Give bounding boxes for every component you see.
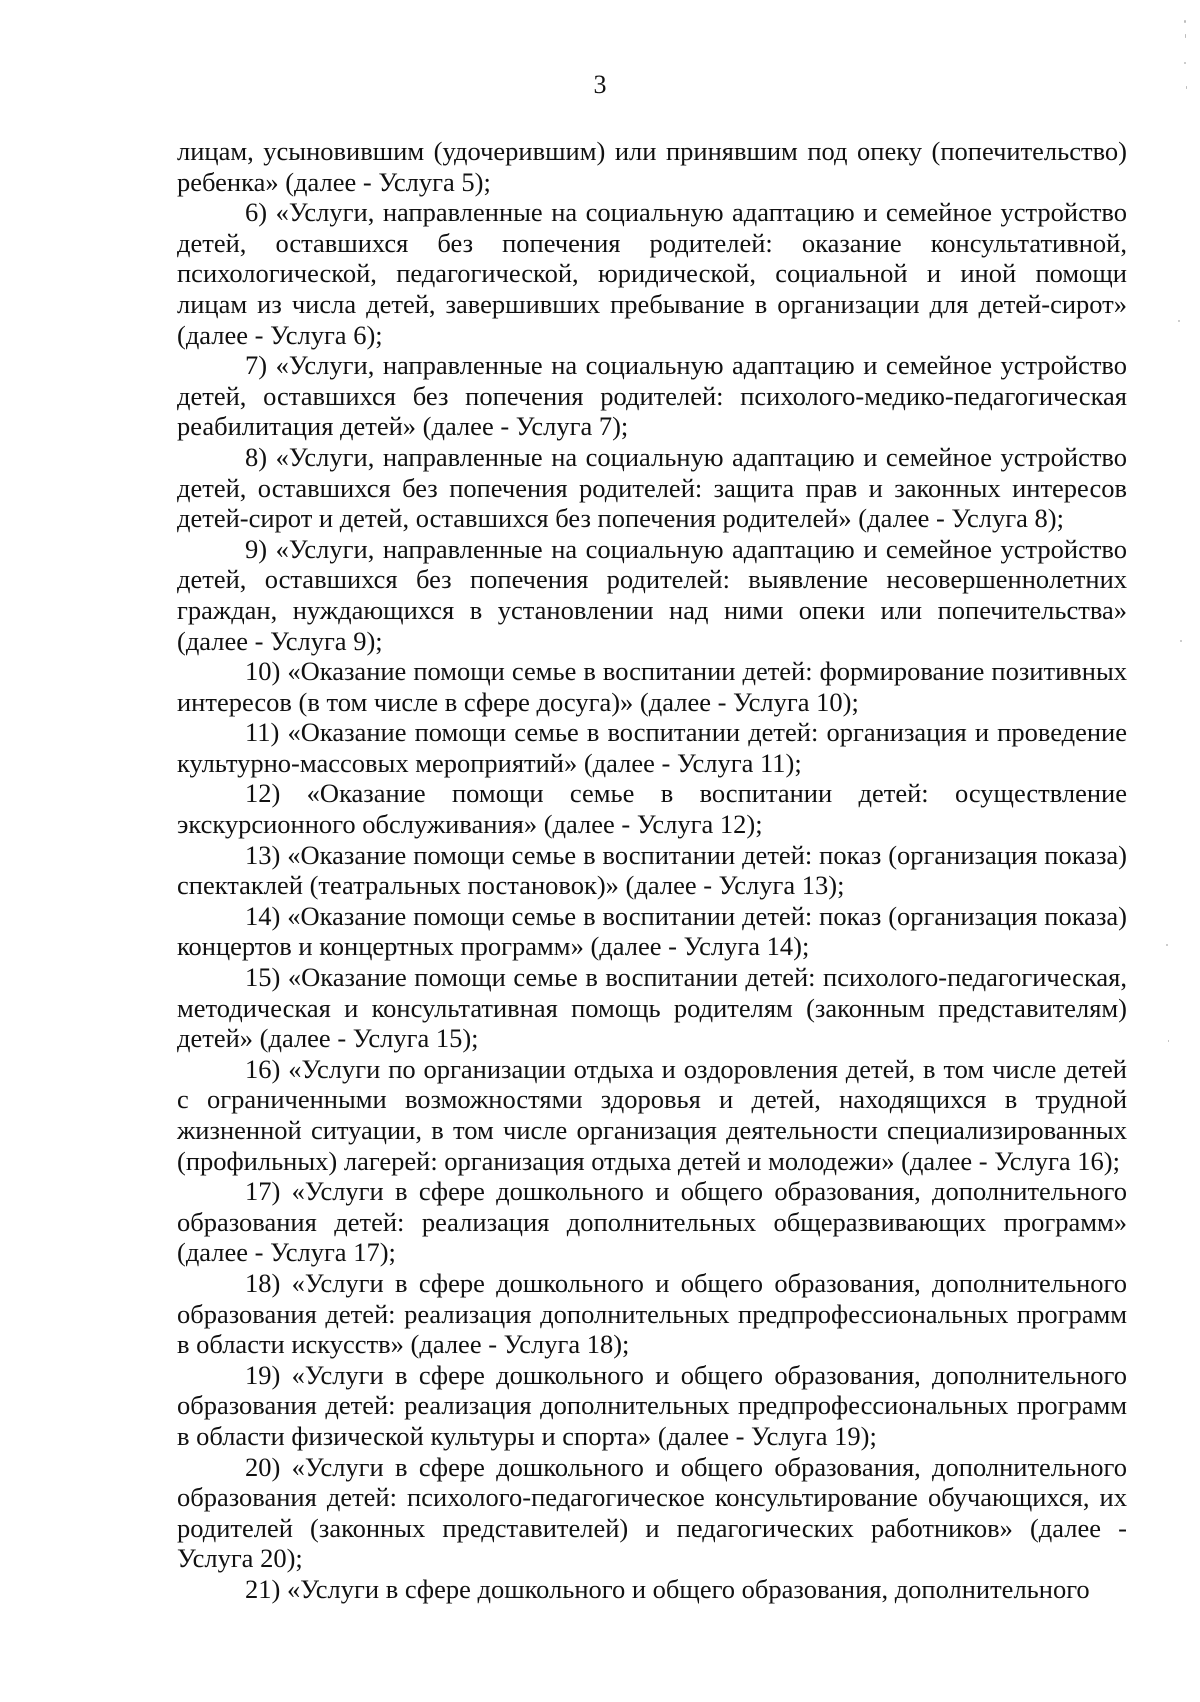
paragraph-item-6: 6) «Услуги, направленные на социальную адаптацию и семейное устройство детей, оставшихся без попечения родителей: оказание консультативной, психологической, педагогической, юридической, социальной и иной помощи лицам из числа детей, завершивших пребывание в организации для детей-сирот» (далее - Услуга 6); <box>177 197 1127 350</box>
paragraph-item-20: 20) «Услуги в сфере дошкольного и общего образования, дополнительного образования детей: психолого-педагогическое консультирование обучающихся, их родителей (законных представителей) и педагогических работников» (далее - Услуга 20); <box>177 1451 1127 1574</box>
paragraph-item-19: 19) «Услуги в сфере дошкольного и общего образования, дополнительного образования детей: реализация дополнительных предпрофессиональных программ в области физической культуры и спорта» (далее - Услуга 19); <box>177 1359 1127 1451</box>
paragraph-item-18: 18) «Услуги в сфере дошкольного и общего образования, дополнительного образования детей: реализация дополнительных предпрофессиональных программ в области искусств» (далее - Услуга 18); <box>177 1267 1127 1360</box>
scan-artifacts <box>1140 0 1200 1702</box>
page-number: 3 <box>593 70 607 99</box>
paragraph-item-16: 16) «Услуги по организации отдыха и оздоровления детей, в том числе детей с ограниченными возможностями здоровья и детей, находящихся в трудной жизненной ситуации, в том числе организация деятельности специализированных (профильных) лагерей: организация отдыха детей и молодежи» (далее - Услуга 16); <box>177 1053 1127 1176</box>
paragraph-item-21: 21) «Услуги в сфере дошкольного и общего образования, дополнительного <box>245 1573 1090 1604</box>
document-body <box>177 136 1127 1605</box>
paragraph-continuation: лицам, усыновившим (удочерившим) или принявшим под опеку (попечительство) ребенка» (далее - Услуга 5); <box>177 136 1127 197</box>
paragraph-item-10: 10) «Оказание помощи семье в воспитании детей: формирование позитивных интересов (в том числе в сфере досуга)» (далее - Услуга 10); <box>177 656 1127 717</box>
scan-speck <box>1184 20 1186 23</box>
paragraph-item-15: 15) «Оказание помощи семье в воспитании детей: психолого-педагогическая, методическая и консультативная помощь родителям (законным представителям) детей» (далее - Услуга 15); <box>177 962 1127 1054</box>
scan-speck <box>1185 34 1186 38</box>
paragraph-item-17: 17) «Услуги в сфере дошкольного и общего образования, дополнительного образования детей: реализация дополнительных общеразвивающих программ» (далее - Услуга 17); <box>177 1176 1127 1268</box>
paragraph-item-9: 9) «Услуги, направленные на социальную адаптацию и семейное устройство детей, оставшихся без попечения родителей: выявление несовершеннолетних граждан, нуждающихся в установлении над ними опеки или попечительства» (далее - Услуга 9); <box>177 533 1127 656</box>
scan-speck <box>1180 640 1182 642</box>
paragraph-item-7: 7) «Услуги, направленные на социальную адаптацию и семейное устройство детей, оставшихся без попечения родителей: психолого-медико-педагогическая реабилитация детей» (далее - Услуга 7); <box>177 350 1127 442</box>
scan-speck <box>1168 1040 1169 1042</box>
paragraph-item-13: 13) «Оказание помощи семье в воспитании детей: показ (организация показа) спектаклей (театральных постановок)» (далее - Услуга 13); <box>177 839 1127 901</box>
scan-speck <box>1178 320 1180 322</box>
scan-speck <box>1184 62 1186 64</box>
paragraph-item-12: 12) «Оказание помощи семье в воспитании детей: осуществление экскурсионного обслуживания» (далее - Услуга 12); <box>177 778 1127 840</box>
scan-speck <box>1186 86 1187 89</box>
paragraph-item-11: 11) «Оказание помощи семье в воспитании детей: организация и проведение культурно-массовых мероприятий» (далее - Услуга 11); <box>177 717 1127 778</box>
paragraph-item-14: 14) «Оказание помощи семье в воспитании детей: показ (организация показа) концертов и концертных программ» (далее - Услуга 14); <box>177 900 1127 962</box>
paragraph-item-8: 8) «Услуги, направленные на социальную адаптацию и семейное устройство детей, оставшихся без попечения родителей: защита прав и законных интересов детей-сирот и детей, оставшихся без попечения родителей» (далее - Услуга 8); <box>177 441 1127 534</box>
scan-speck <box>1166 944 1168 946</box>
